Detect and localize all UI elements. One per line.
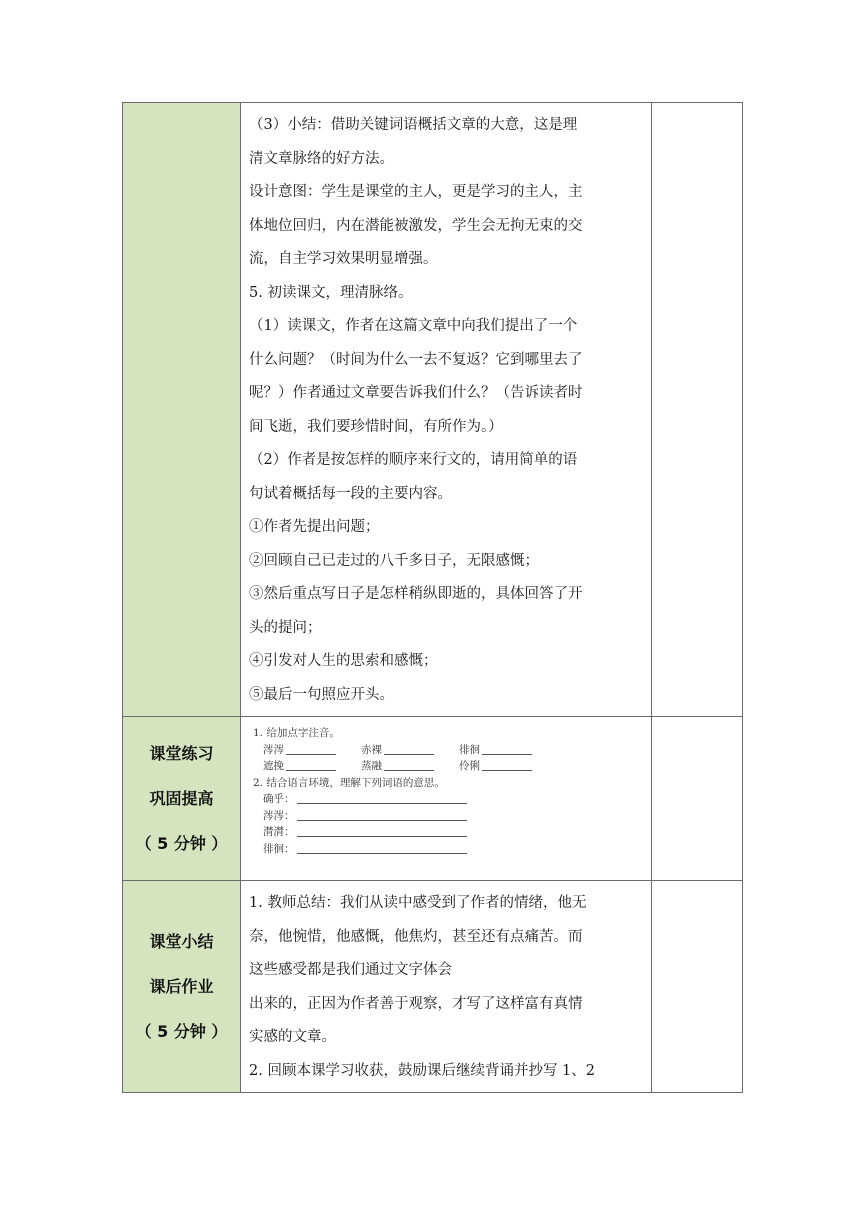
- text-line: 间飞逝，我们要珍惜时间，有所作为。）: [249, 418, 503, 435]
- row-label-line: 课堂练习: [149, 744, 214, 763]
- text-line: 5. 初读课文，理清脉络。: [249, 284, 413, 301]
- text-line: 奈，他惋惜，他感慨，他焦灼，甚至还有点痛苦。而: [249, 928, 583, 945]
- text-line: （1）读课文，作者在这篇文章中向我们提出了一个: [249, 318, 578, 334]
- word: 潸潸：: [263, 826, 295, 838]
- word: 赤裸: [361, 743, 382, 756]
- row-label-line: 课后作业: [149, 977, 214, 996]
- answer-blank[interactable]: [482, 742, 532, 755]
- table-row: [123, 103, 743, 717]
- word-pair: [263, 742, 361, 759]
- row3-content: [241, 881, 651, 1092]
- text-line: 出来的，正因为作者善于观察，才写了这样富有真情: [249, 995, 583, 1012]
- word-pair: [459, 758, 557, 775]
- definition-row: [253, 824, 645, 841]
- word: 涔涔: [263, 743, 284, 756]
- row-label-line: 巩固提高: [149, 789, 214, 808]
- text-line: ④引发对人生的思索和感慨；: [249, 653, 438, 669]
- word-pair: [459, 742, 557, 759]
- table-row: [123, 717, 743, 881]
- word: 徘徊：: [263, 842, 295, 855]
- answer-blank[interactable]: [384, 742, 434, 755]
- note-cell: [652, 717, 743, 881]
- text-line: 1. 教师总结：我们从读中感受到了作者的情绪，他无: [249, 895, 587, 911]
- word: 伶俐: [459, 760, 480, 772]
- answer-blank[interactable]: [286, 742, 336, 755]
- answer-blank[interactable]: [297, 808, 467, 821]
- answer-blank[interactable]: [286, 758, 336, 771]
- word-row: [253, 758, 645, 775]
- table-row: [123, 881, 743, 1093]
- definition-row: [253, 841, 645, 858]
- word: 遮挽: [263, 760, 284, 772]
- definition-row: [253, 808, 645, 825]
- text-line: 设计意图：学生是课堂的主人，更是学习的主人，主: [249, 184, 583, 200]
- text-line: （3）小结：借助关键词语概括文章的大意，这是理: [249, 117, 578, 133]
- label-cell-empty: [123, 103, 241, 717]
- answer-blank[interactable]: [297, 824, 467, 837]
- label-cell-practice: [123, 717, 241, 881]
- question-2-title: 2. 结合语言环境，理解下列词语的意思。: [253, 776, 445, 789]
- answer-blank[interactable]: [384, 758, 434, 771]
- text-line: 流，自主学习效果明显增强。: [249, 251, 438, 267]
- text-line: 清文章脉络的好方法。: [249, 150, 394, 167]
- text-line: 这些感受都是我们通过文字体会: [249, 962, 452, 978]
- content-cell: [241, 717, 652, 881]
- answer-blank[interactable]: [297, 791, 467, 804]
- text-line: ⑤最后一句照应开头。: [249, 686, 394, 703]
- question-1-title: 1. 给加点字注音。: [253, 727, 340, 739]
- word-row: [253, 742, 645, 759]
- definition-row: [253, 791, 645, 808]
- text-line: ①作者先提出问题；: [249, 519, 380, 535]
- word: 涔涔：: [263, 809, 295, 822]
- word: 徘徊: [459, 743, 480, 756]
- note-cell: [652, 103, 743, 717]
- word: 确乎：: [263, 793, 295, 805]
- exercise-block: [241, 717, 651, 863]
- note-cell: [652, 881, 743, 1093]
- text-line: 体地位回归，内在潜能被激发，学生会无拘无束的交: [249, 217, 583, 234]
- word: 蒸融: [361, 760, 382, 772]
- text-line: 呢？）作者通过文章要告诉我们什么？（告诉读者时: [249, 385, 583, 401]
- word-pair: [361, 758, 459, 775]
- row1-content: [241, 103, 651, 716]
- text-line: 实感的文章。: [249, 1029, 336, 1045]
- answer-blank[interactable]: [297, 841, 467, 854]
- content-cell: [241, 881, 652, 1093]
- text-line: 头的提问；: [249, 619, 322, 636]
- row-label-line: （ 5 分钟 ）: [135, 834, 228, 853]
- text-line: （2）作者是按怎样的顺序来行文的，请用简单的语: [249, 452, 578, 468]
- label-cell-summary: [123, 881, 241, 1093]
- text-line: 什么问题？（时间为什么一去不复返？它到哪里去了: [249, 351, 583, 368]
- lesson-plan-table: [122, 102, 743, 1093]
- row-label-line: 课堂小结: [149, 932, 214, 951]
- answer-blank[interactable]: [482, 758, 532, 771]
- word-pair: [361, 742, 459, 759]
- text-line: 句试着概括每一段的主要内容。: [249, 485, 452, 502]
- row-label-line: （ 5 分钟 ）: [135, 1022, 228, 1041]
- text-line: ③然后重点写日子是怎样稍纵即逝的，具体回答了开: [249, 586, 583, 602]
- text-line: 2. 回顾本课学习收获，鼓励课后继续背诵并抄写 1、2: [249, 1062, 596, 1079]
- content-cell: [241, 103, 652, 717]
- word-pair: [263, 758, 361, 775]
- text-line: ②回顾自己已走过的八千多日子，无限感慨；: [249, 552, 539, 569]
